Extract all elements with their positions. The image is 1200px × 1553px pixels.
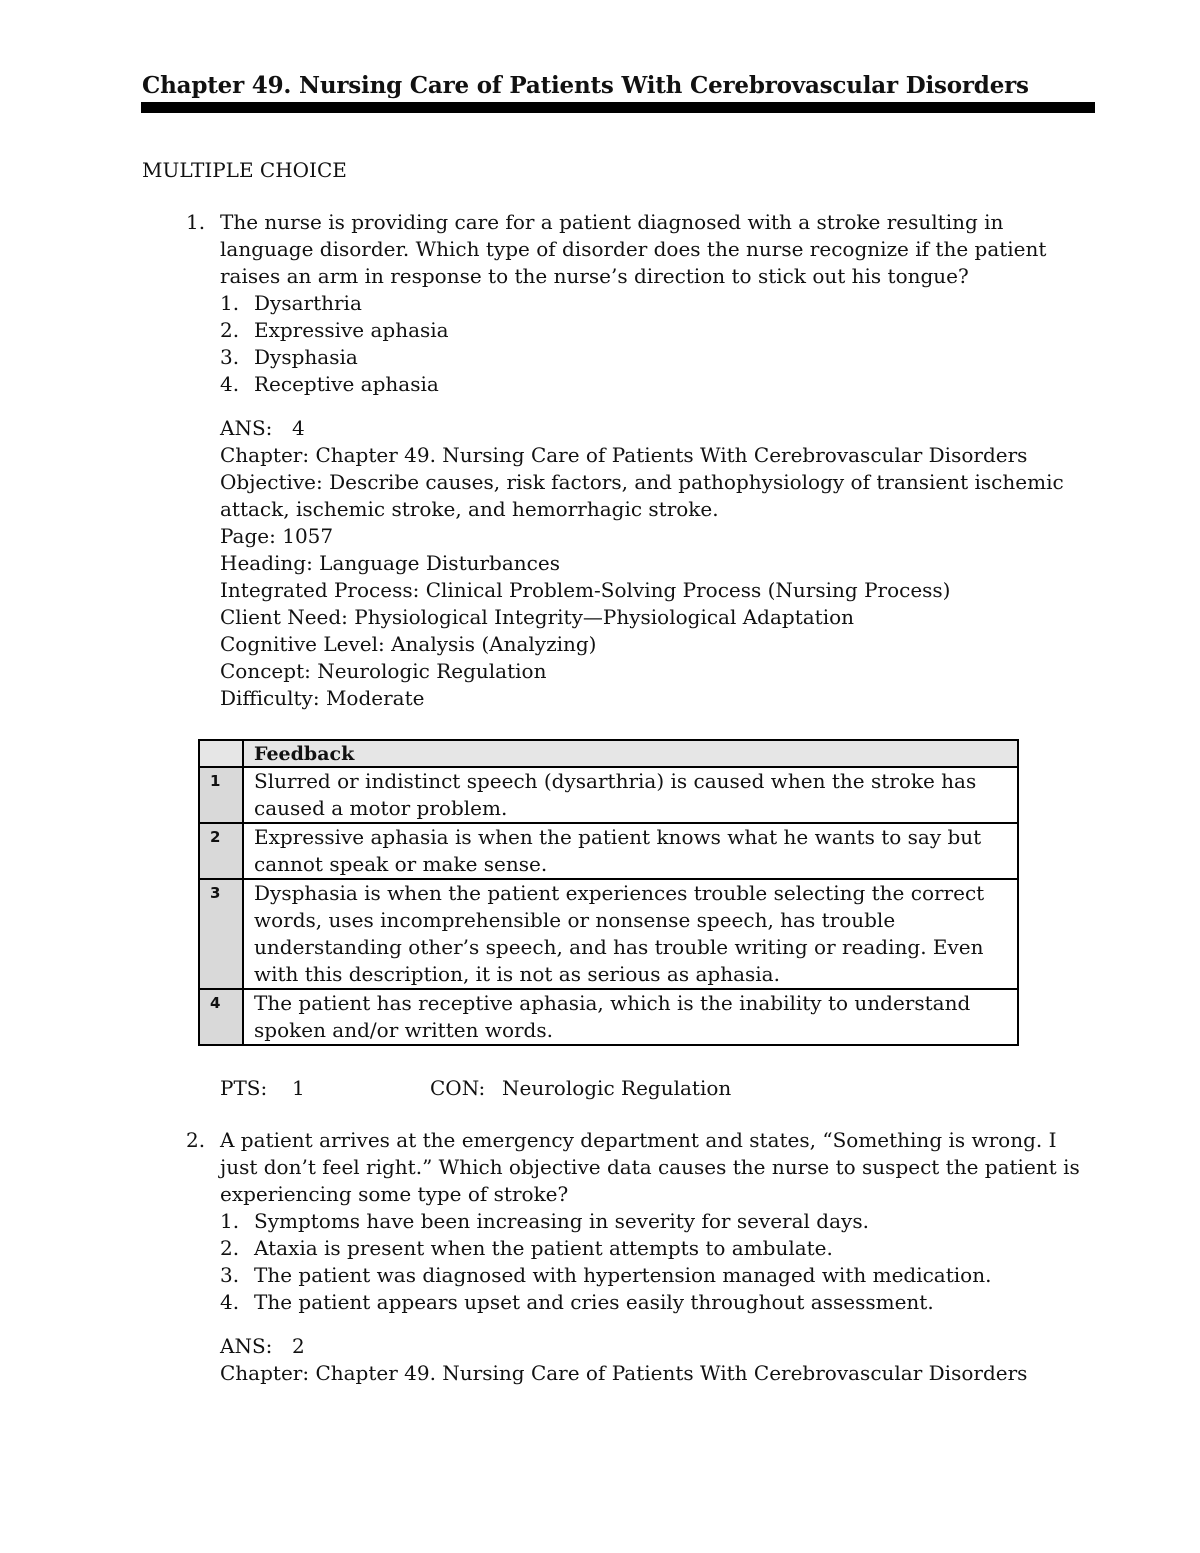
question-metadata <box>220 415 1092 712</box>
option-number: 4. <box>220 372 240 396</box>
feedback-number: 4 <box>199 989 243 1045</box>
option-number: 1. <box>220 1209 240 1233</box>
feedback-number: 2 <box>199 823 243 879</box>
option-text: Symptoms have been increasing in severity for several days. <box>254 1209 869 1233</box>
client-need-line: Client Need: Physiological Integrity—Physiological Adaptation <box>220 605 855 629</box>
difficulty-line: Difficulty: Moderate <box>220 686 425 710</box>
option-2 <box>220 317 1092 344</box>
feedback-table <box>198 739 1019 1046</box>
title-rule <box>141 102 1095 113</box>
option-3 <box>220 344 1092 371</box>
question-stem: A patient arrives at the emergency department and states, “Something is wrong. I just don’t feel right.” Which objective data causes the nurse to suspect the patient is experiencing some type of stroke? <box>220 1128 1080 1206</box>
option-number: 4. <box>220 1290 240 1314</box>
feedback-header-row <box>199 740 1018 767</box>
feedback-number: 1 <box>199 767 243 823</box>
answer-line <box>220 1333 1092 1360</box>
option-text: The patient appears upset and cries easily throughout assessment. <box>254 1290 934 1314</box>
objective-line: Objective: Describe causes, risk factors, and pathophysiology of transient ischemic attack, ischemic stroke, and hemorrhagic stroke. <box>220 470 1064 521</box>
option-number: 3. <box>220 345 240 369</box>
feedback-text: Dysphasia is when the patient experiences trouble selecting the correct words, uses incomprehensible or nonsense speech, has trouble understanding other’s speech, and has trouble writing or reading. Even with this description, it is not as serious as aphasia. <box>243 879 1018 989</box>
concept-line: Concept: Neurologic Regulation <box>220 659 547 683</box>
option-text: The patient was diagnosed with hypertension managed with medication. <box>254 1263 992 1287</box>
option-text: Dysarthria <box>254 291 362 315</box>
feedback-text: The patient has receptive aphasia, which is the inability to understand spoken and/or written words. <box>243 989 1018 1045</box>
header-blank-cell <box>199 740 243 767</box>
option-3 <box>220 1262 1092 1289</box>
question-number: 1. <box>186 210 206 234</box>
page-line: Page: 1057 <box>220 524 334 548</box>
question-number: 2. <box>186 1128 206 1152</box>
option-4 <box>220 371 1092 398</box>
section-heading: MULTIPLE CHOICE <box>142 158 347 182</box>
option-2 <box>220 1235 1092 1262</box>
option-text: Dysphasia <box>254 345 358 369</box>
answer-line <box>220 415 1092 442</box>
points-line <box>220 1075 731 1102</box>
answer-options <box>220 1208 1092 1316</box>
feedback-header: Feedback <box>243 740 1018 767</box>
option-number: 1. <box>220 291 240 315</box>
question-stem: The nurse is providing care for a patient diagnosed with a stroke resulting in language disorder. Which type of disorder does the nurse recognize if the patient raises an arm in response to the nurse’s direction to stick out his tongue? <box>220 210 1047 288</box>
option-text: Ataxia is present when the patient attempts to ambulate. <box>254 1236 833 1260</box>
option-number: 2. <box>220 318 240 342</box>
feedback-row <box>199 989 1018 1045</box>
points-value: 1 <box>292 1076 305 1100</box>
answer-label: ANS: <box>220 416 273 440</box>
feedback-text: Slurred or indistinct speech (dysarthria) is caused when the stroke has caused a motor problem. <box>243 767 1018 823</box>
answer-label: ANS: <box>220 1334 273 1358</box>
feedback-row <box>199 879 1018 989</box>
concept-value: Neurologic Regulation <box>502 1076 732 1100</box>
option-1 <box>220 290 1092 317</box>
question-2 <box>142 1127 1092 1387</box>
question-metadata <box>220 1333 1092 1387</box>
option-number: 2. <box>220 1236 240 1260</box>
chapter-line: Chapter: Chapter 49. Nursing Care of Patients With Cerebrovascular Disorders <box>220 1361 1028 1385</box>
feedback-row <box>199 767 1018 823</box>
chapter-line: Chapter: Chapter 49. Nursing Care of Patients With Cerebrovascular Disorders <box>220 443 1028 467</box>
answer-value: 2 <box>292 1334 305 1358</box>
heading-line: Heading: Language Disturbances <box>220 551 560 575</box>
feedback-text: Expressive aphasia is when the patient knows what he wants to say but cannot speak or make sense. <box>243 823 1018 879</box>
chapter-title: Chapter 49. Nursing Care of Patients With Cerebrovascular Disorders <box>142 72 1029 99</box>
feedback-row <box>199 823 1018 879</box>
option-text: Expressive aphasia <box>254 318 449 342</box>
option-4 <box>220 1289 1092 1316</box>
cognitive-level-line: Cognitive Level: Analysis (Analyzing) <box>220 632 597 656</box>
question-1 <box>142 209 1092 712</box>
option-1 <box>220 1208 1092 1235</box>
answer-value: 4 <box>292 416 305 440</box>
option-number: 3. <box>220 1263 240 1287</box>
concept-label: CON: <box>430 1076 486 1100</box>
option-text: Receptive aphasia <box>254 372 439 396</box>
integrated-process-line: Integrated Process: Clinical Problem-Solving Process (Nursing Process) <box>220 578 951 602</box>
feedback-number: 3 <box>199 879 243 989</box>
answer-options <box>220 290 1092 398</box>
points-label: PTS: <box>220 1076 268 1100</box>
